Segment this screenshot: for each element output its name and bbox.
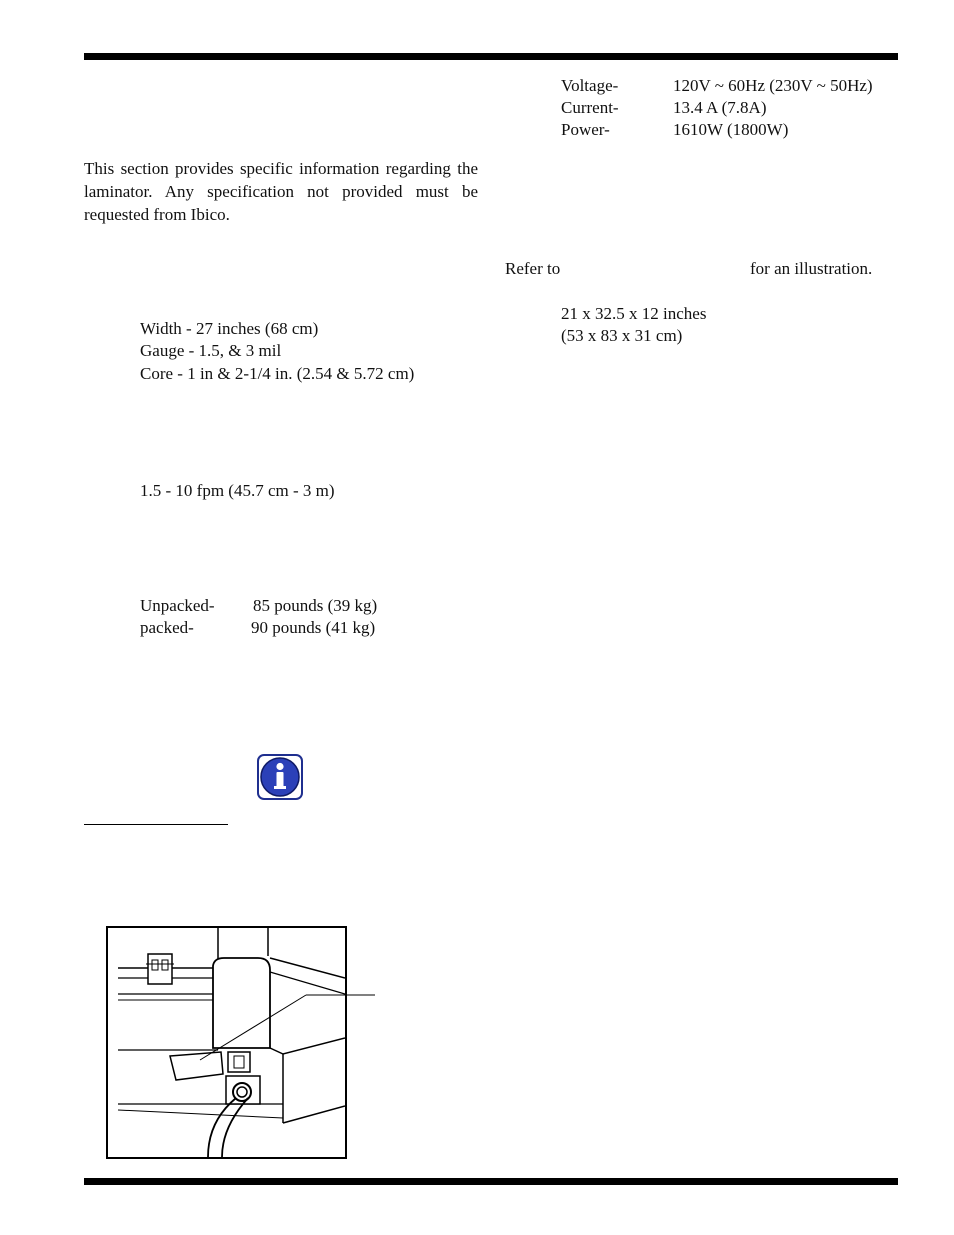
laminator-rear-illustration <box>106 926 347 1159</box>
power-row <box>561 119 873 141</box>
intro-paragraph: This section provides specific information regarding the laminator. Any specification not provided must be requested from Ibico. <box>84 159 478 224</box>
dimensions-cm: (53 x 83 x 31 cm) <box>561 326 683 345</box>
power-label: Power- <box>561 120 610 139</box>
refer-prefix: Refer to <box>505 259 561 278</box>
voltage-label: Voltage- <box>561 76 619 95</box>
current-value: 13.4 A (7.8A) <box>673 98 767 117</box>
weight-packed-label: packed- <box>140 618 194 637</box>
electrical-specs <box>561 75 873 141</box>
weight-unpacked-label: Unpacked- <box>140 596 215 615</box>
current-label: Current- <box>561 98 619 117</box>
bottom-rule <box>84 1178 898 1185</box>
refer-suffix: for an illustration. <box>750 259 873 278</box>
voltage-row <box>561 75 873 97</box>
weight-packed-value: 90 pounds (41 kg) <box>251 618 376 637</box>
film-core: Core - 1 in & 2-1/4 in. (2.54 & 5.72 cm) <box>140 364 415 383</box>
voltage-value: 120V ~ 60Hz (230V ~ 50Hz) <box>673 76 873 95</box>
top-rule <box>84 53 898 60</box>
film-width: Width - 27 inches (68 cm) <box>140 319 319 338</box>
current-row <box>561 97 873 119</box>
section-underline <box>84 824 228 825</box>
info-icon <box>257 754 303 800</box>
weight-unpacked-value: 85 pounds (39 kg) <box>253 596 378 615</box>
dimensions-inches: 21 x 32.5 x 12 inches <box>561 304 707 323</box>
film-gauge: Gauge - 1.5, & 3 mil <box>140 341 282 360</box>
speed-value: 1.5 - 10 fpm (45.7 cm - 3 m) <box>140 481 335 500</box>
power-value: 1610W (1800W) <box>673 120 789 139</box>
